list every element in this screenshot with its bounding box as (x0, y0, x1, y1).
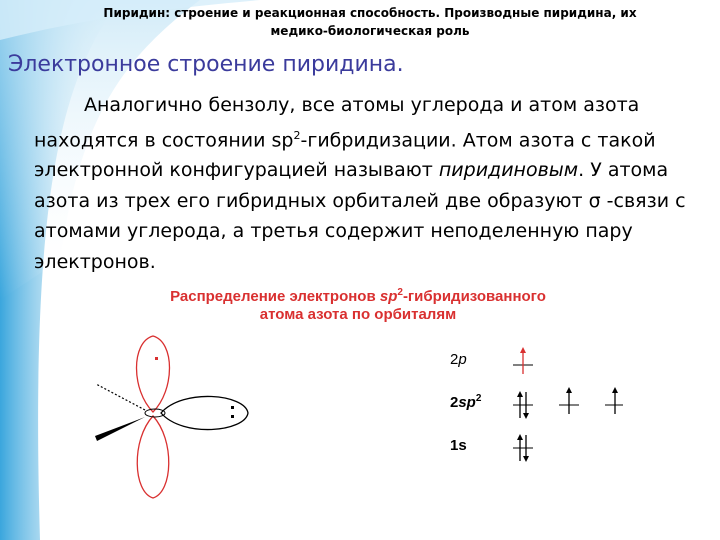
paragraph-sup: 2 (293, 128, 301, 142)
slide-header (60, 4, 680, 40)
orbital-drawing (93, 280, 623, 510)
diagram-title-part-1: Распределение электронов (170, 288, 380, 305)
header-line-2: медико-биологическая роль (270, 24, 470, 38)
label-2p-letter: p (458, 351, 467, 368)
diagram-title-italic: sp (379, 288, 398, 305)
sp2-lone-pair-lobe (161, 396, 248, 429)
label-2sp2-letter: sp (458, 394, 476, 411)
electron-sp2-1-up-head (517, 391, 523, 397)
slide-title: Электронное строение пиридина. (8, 52, 404, 77)
lone-pair-dot-2 (231, 415, 234, 418)
p-electron-dot (155, 357, 158, 360)
electron-1s-down-head (523, 456, 529, 462)
paragraph-part-1: Аналогично бензолу, все атомы углерода и атом азота находятся в состоянии sp (34, 94, 640, 151)
wedge-bond (95, 417, 145, 441)
orbital-diagram (93, 280, 623, 510)
header-line-1: Пиридин: строение и реакционная способность. Производные пиридина, их (103, 6, 637, 20)
paragraph-part-3: . У атома азота из трех его гибридных орбиталей две образуют σ -связи с атомами углерода, а третья содержит неподеленную пару электронов. (34, 159, 686, 273)
p-orbital-upper-lobe (137, 336, 170, 412)
electron-sp2-1-down-head (523, 413, 529, 419)
paragraph-italic-term: пиридиновым (438, 159, 579, 182)
lone-pair-dot-1 (231, 406, 234, 409)
paragraph-part-2: -гибридизации. Атом азота с такой электронной конфигурацией называют (34, 128, 656, 182)
electron-1s-up-head (517, 434, 523, 440)
label-2sp2-num: 2 (450, 394, 459, 411)
diagram-title-line-2: атома азота по орбиталям (259, 306, 457, 323)
electron-2p-up-arrowhead (520, 347, 526, 353)
label-1s: 1s (450, 437, 467, 454)
p-orbital-lower-lobe (137, 416, 169, 498)
label-2p (450, 351, 467, 368)
electron-sp2-2-up-head (566, 387, 572, 393)
label-2p-num: 2 (450, 351, 459, 368)
diagram-title-sup: 2 (397, 287, 403, 298)
body-paragraph (34, 90, 694, 277)
label-2sp2-sup: 2 (475, 393, 482, 404)
label-2sp2 (450, 393, 481, 411)
electron-sp2-3-up-head (612, 387, 618, 393)
diagram-title-part-2: -гибридизованного (402, 288, 546, 305)
dashed-bond (96, 384, 145, 410)
